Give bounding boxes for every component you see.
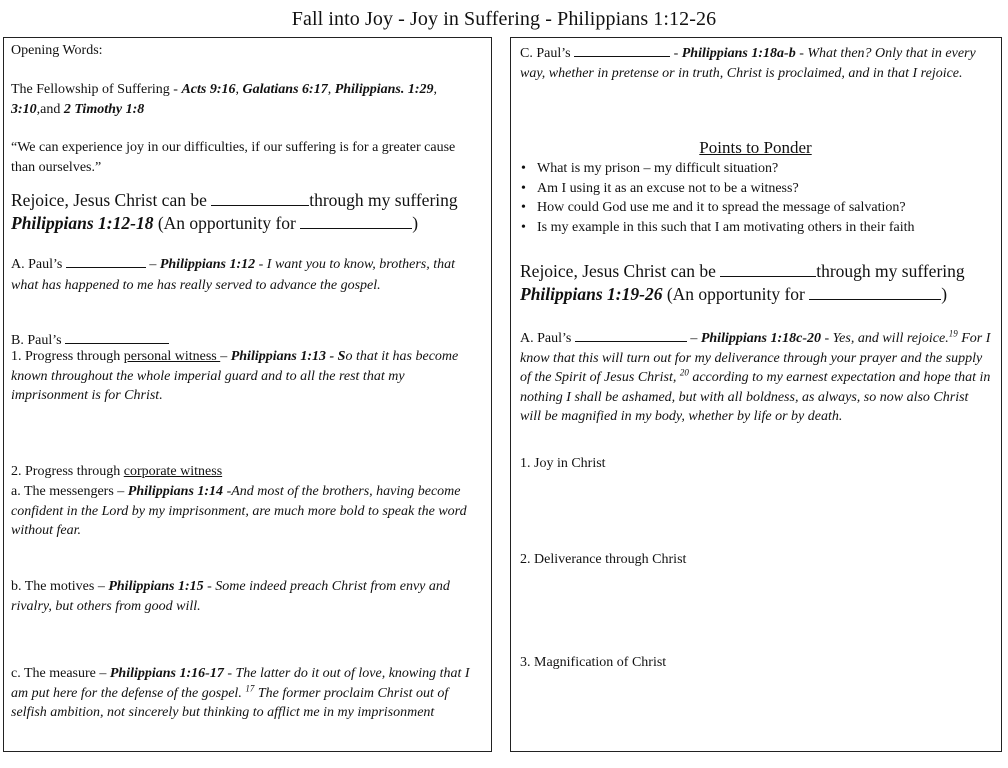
progress-1-text: o that it has become known throughout the whole imperial guard and to all the rest that my imprisonment is for Christ. — [11, 349, 459, 403]
rejoice-post: through my suffering — [816, 261, 965, 281]
rejoice-heading-1 — [11, 188, 481, 234]
progress-1-pre: 1. Progress through — [11, 349, 124, 364]
opening-words: Opening Words: — [11, 43, 103, 58]
rejoice-heading-2 — [520, 259, 991, 305]
section-b-label: B. Paul’s — [11, 333, 66, 348]
fill-blank[interactable] — [66, 252, 146, 268]
ponder-item: • What is my prison – my difficult situation? — [520, 159, 991, 179]
rejoice-close: ) — [941, 284, 948, 304]
measure-ref: Philippians 1:16-17 — [109, 666, 224, 681]
section-a-text-2: For I know that this will turn out for my deliverance through your prayer and the supply of the Spirit of Jesus Christ, — [520, 331, 991, 385]
ref-acts: Acts 9:16 — [181, 82, 236, 97]
rejoice-opp: (An opportunity for — [662, 284, 810, 304]
motives-text: - Some indeed preach Christ from envy and rivalry, but others from good will. — [11, 579, 450, 614]
rejoice-ref: Philippians 1:12-18 — [11, 213, 154, 233]
fellowship-intro: The Fellowship of Suffering - — [11, 82, 182, 97]
fill-blank[interactable] — [575, 326, 687, 342]
messengers-pre: a. The messengers – — [11, 484, 128, 499]
progress-measure — [11, 664, 481, 723]
rejoice-opp: (An opportunity for — [153, 213, 301, 233]
rejoice-post: through my suffering — [309, 190, 458, 210]
rejoice-ref-line — [11, 211, 481, 234]
rejoice-close: ) — [412, 213, 419, 233]
fill-blank[interactable] — [809, 282, 941, 300]
section-a-right — [520, 326, 991, 427]
section-c-dash: - — [670, 46, 682, 61]
section-a-dash: – — [145, 257, 160, 272]
verse-number: 20 — [679, 367, 689, 378]
verse-number: 17 — [245, 682, 255, 693]
progress-2-pre: 2. Progress through — [11, 464, 124, 479]
messengers-text: -And most of the brothers, having become confident in the Lord by my imprisonment, are much more bold to speak the word without fear. — [11, 484, 467, 538]
fill-blank[interactable] — [65, 328, 169, 344]
measure-text-2: The former proclaim Christ out of selfish ambition, not sincerely but thinking to afflict me in my imprisonment — [11, 685, 449, 720]
progress-2-fill: corporate witness — [123, 464, 223, 479]
rejoice-line — [11, 188, 481, 211]
messengers-ref: Philippians 1:14 — [127, 484, 224, 499]
right-panel — [510, 37, 1002, 752]
section-c — [520, 41, 991, 83]
fellowship-sep-4: ,and — [36, 101, 64, 117]
fellowship-sep-1: , — [235, 82, 243, 97]
ponder-item: • How could God use me and it to spread the message of salvation? — [520, 198, 991, 218]
rejoice-pre: Rejoice, Jesus Christ can be — [520, 261, 721, 281]
section-c-label: C. Paul’s — [520, 46, 575, 61]
progress-personal — [11, 347, 481, 406]
progress-1-dash: – — [220, 349, 231, 364]
ref-philippians: Philippians. 1:29 — [334, 82, 434, 97]
point-magnification: 3. Magnification of Christ — [520, 655, 667, 670]
section-a-text: - I want you to know, brothers, that what has happened to me has really served to advance the gospel. — [11, 257, 456, 293]
section-a-dash: – — [686, 331, 701, 346]
section-c-text: - What then? Only that in every way, whether in pretense or in truth, Christ is proclaimed, and in that I rejoice. — [520, 46, 976, 81]
ponder-item: • Am I using it as an excuse not to be a witness? — [520, 179, 991, 199]
quote: “We can experience joy in our difficulties, if our suffering is for a greater cause than ourselves.” — [11, 140, 456, 175]
rejoice-line — [520, 259, 991, 282]
section-c-ref: Philippians 1:18a-b — [681, 46, 796, 61]
point-deliverance: 2. Deliverance through Christ — [520, 552, 687, 567]
section-a-ref: Philippians 1:12 — [159, 257, 256, 272]
ponder-title: Points to Ponder — [699, 138, 812, 157]
progress-messengers — [11, 482, 481, 541]
ref-timothy: 2 Timothy 1:8 — [63, 101, 145, 117]
section-a-text-1: - Yes, and will rejoice. — [821, 331, 949, 346]
fellowship-sep-2: , — [327, 82, 335, 97]
fellowship-sep-3: , — [433, 82, 437, 97]
left-panel — [3, 37, 492, 752]
ponder-item: • Is my example in this such that I am motivating others in their faith — [520, 218, 991, 238]
measure-pre: c. The measure – — [11, 666, 110, 681]
fill-blank[interactable] — [211, 188, 309, 206]
section-a-label: A. Paul’s — [11, 257, 66, 272]
ref-philippians-2: 3:10 — [11, 101, 37, 117]
motives-pre: b. The motives – — [11, 579, 109, 594]
rejoice-ref-line — [520, 282, 991, 305]
fellowship-of-suffering — [11, 80, 481, 119]
progress-motives — [11, 577, 481, 616]
verse-number: 19 — [948, 328, 958, 339]
progress-1-ref: Philippians 1:13 - S — [230, 349, 346, 364]
fill-blank[interactable] — [574, 41, 670, 57]
point-joy: 1. Joy in Christ — [520, 456, 606, 471]
rejoice-pre: Rejoice, Jesus Christ can be — [11, 190, 212, 210]
section-a — [11, 252, 481, 296]
ponder-list — [520, 159, 991, 237]
motives-ref: Philippians 1:15 — [108, 579, 204, 594]
page-title: Fall into Joy - Joy in Suffering - Philippians 1:12-26 — [291, 8, 717, 30]
rejoice-ref: Philippians 1:19-26 — [520, 284, 663, 304]
section-a-label: A. Paul’s — [520, 331, 575, 346]
progress-corporate — [11, 462, 481, 482]
section-a-ref: Philippians 1:18c-20 — [700, 331, 822, 346]
ref-galatians: Galatians 6:17 — [242, 82, 328, 97]
section-a-text-3: according to my earnest expectation and hope that in nothing I shall be ashamed, but with all boldness, as always, so now also Christ will be magnified in my body, whether by life or by death. — [520, 370, 991, 424]
fill-blank[interactable] — [720, 259, 816, 277]
progress-1-fill: personal witness — [123, 349, 221, 364]
fill-blank[interactable] — [300, 211, 412, 229]
measure-text-1: - The latter do it out of love, knowing that I am put here for the defense of the gospel. — [11, 666, 470, 701]
